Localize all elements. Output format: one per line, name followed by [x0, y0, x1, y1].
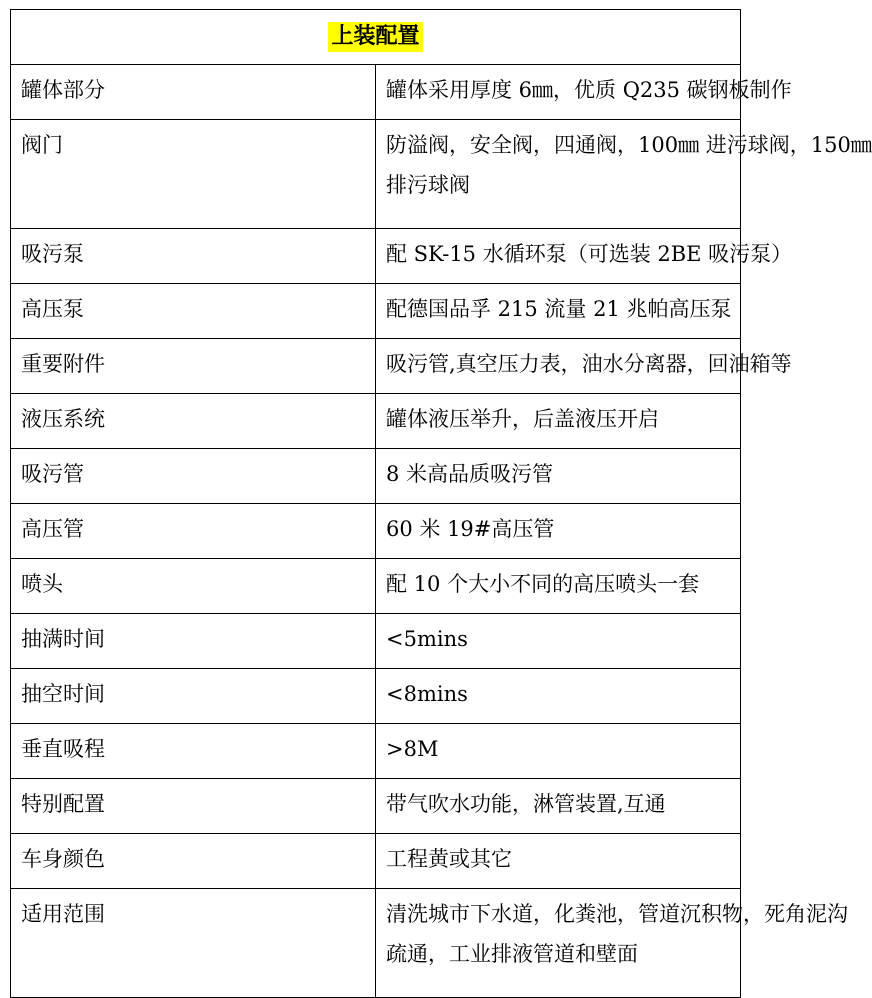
row-value: [376, 504, 741, 559]
row-label: 罐体部分: [11, 65, 376, 120]
row-value-line: 防溢阀，安全阀，四通阀，100㎜ 进污球阀，150㎜: [386, 133, 872, 157]
row-value-line: 清洗城市下水道，化粪池，管道沉积物，死角泥沟: [386, 902, 848, 926]
row-value-line: 60 米 19#高压管: [386, 517, 555, 541]
row-value-line: 吸污管,真空压力表，油水分离器，回油箱等: [386, 352, 792, 376]
row-value-line: 排污球阀: [386, 173, 470, 197]
row-value: [376, 614, 741, 669]
row-value-line: <5mins: [386, 627, 468, 651]
table-row: [11, 724, 741, 779]
row-label: 吸污管: [11, 449, 376, 504]
row-value: [376, 889, 848, 998]
table-title: 上装配置: [328, 22, 422, 52]
row-label: 垂直吸程: [11, 724, 376, 779]
row-label: 液压系统: [11, 394, 376, 449]
row-label: 喷头: [11, 559, 376, 614]
row-value-line: 配 10 个大小不同的高压喷头一套: [386, 572, 700, 596]
row-label: 高压泵: [11, 284, 376, 339]
table-row: [11, 65, 741, 120]
table-row: [11, 504, 741, 559]
table-row: [11, 669, 741, 724]
table-row: [11, 229, 741, 284]
row-value-line: 罐体液压举升，后盖液压开启: [386, 407, 659, 431]
row-label: 吸污泵: [11, 229, 376, 284]
row-label: 高压管: [11, 504, 376, 559]
spec-table: [10, 9, 872, 998]
row-value: [376, 229, 793, 284]
row-label: 阀门: [11, 120, 376, 229]
row-value-line: 8 米高品质吸污管: [386, 462, 554, 486]
row-value: [376, 724, 741, 779]
table-row: [11, 339, 741, 394]
table-row: [11, 779, 741, 834]
row-label: 重要附件: [11, 339, 376, 394]
row-value: [376, 559, 741, 614]
row-value: [376, 394, 741, 449]
table-row: [11, 394, 741, 449]
row-value-line: 带气吹水功能，淋管装置,互通: [386, 792, 666, 816]
table-row: [11, 120, 741, 229]
row-value-line: >8M: [386, 737, 439, 761]
table-row: [11, 284, 741, 339]
row-value: [376, 834, 741, 889]
table-title-cell: [11, 10, 741, 65]
row-value-line: 疏通，工业排液管道和壁面: [386, 942, 638, 966]
row-value: [376, 779, 741, 834]
row-label: 抽满时间: [11, 614, 376, 669]
row-value: [376, 669, 741, 724]
row-value: [376, 339, 792, 394]
row-value-line: 工程黄或其它: [386, 847, 512, 871]
table-row: [11, 614, 741, 669]
row-value: [376, 449, 741, 504]
row-value: [376, 120, 872, 229]
row-label: 特别配置: [11, 779, 376, 834]
table-row: [11, 834, 741, 889]
row-label: 抽空时间: [11, 669, 376, 724]
table-row: [11, 449, 741, 504]
row-value-line: 配 SK-15 水循环泵（可选装 2BE 吸污泵）: [386, 242, 793, 266]
row-value: [376, 284, 741, 339]
row-value-line: 罐体采用厚度 6㎜，优质 Q235 碳钢板制作: [386, 78, 792, 102]
row-value: [376, 65, 792, 120]
row-value-line: 配德国品孚 215 流量 21 兆帕高压泵: [386, 297, 732, 321]
row-value-line: <8mins: [386, 682, 468, 706]
row-label: 适用范围: [11, 889, 376, 998]
row-label: 车身颜色: [11, 834, 376, 889]
table-row: [11, 889, 741, 998]
table-row: [11, 559, 741, 614]
